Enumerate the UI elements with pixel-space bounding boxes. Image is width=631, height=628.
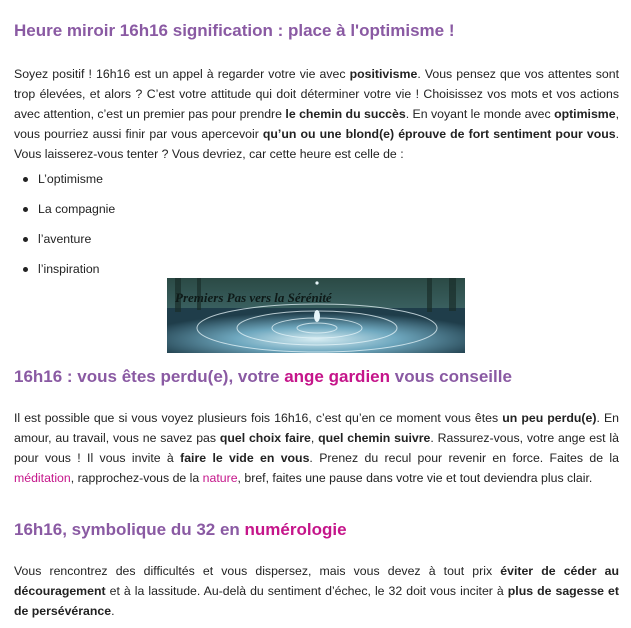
meditation-link[interactable]: méditation (14, 471, 71, 485)
emphasis-text: quel chemin suivre (318, 431, 431, 445)
text-run: Vous rencontrez des difficultés et vous dispersez, mais vous devez à tout prix (14, 564, 501, 578)
text-run: , rapprochez-vous de la (70, 471, 203, 485)
text-run: , bref, faites une pause dans votre vie et tout deviendra plus clair. (237, 471, 593, 485)
text-run: . En voyant le monde avec (405, 107, 555, 121)
text-run: . Vous laisserez-vous tenter ? Vous devriez, car cette heure est celle de : (14, 127, 619, 161)
nature-link[interactable]: nature (202, 471, 238, 485)
text-run: , vous pourriez aussi finir par vous apercevoir (14, 107, 619, 141)
section-title-numerologie (14, 520, 347, 540)
emphasis-text: le chemin du succès (285, 107, 406, 121)
banner-text: Premiers Pas vers la Sérénité (175, 290, 332, 305)
text-run: . (111, 604, 115, 618)
text-run: , (310, 431, 319, 445)
paragraph-ange-gardien (14, 408, 619, 488)
emphasis-text: optimisme (554, 107, 616, 121)
ange-gardien-link[interactable]: ange gardien (284, 367, 391, 386)
list-item: l’aventure (14, 229, 115, 259)
serenity-banner-image[interactable] (167, 278, 465, 353)
emphasis-text: positivisme (349, 67, 418, 81)
title-text: 16h16 : vous êtes perdu(e), votre (14, 367, 285, 386)
text-run: Soyez positif ! 16h16 est un appel à regarder votre vie avec (14, 67, 350, 81)
emphasis-text: quel choix faire (219, 431, 311, 445)
text-run: . Vous pensez que vos attentes sont trop élevées, et alors ? C’est votre attitude qui doit déterminer votre vie ! Choisissez vos mots et vos actions avec attention, c’est un premier pas pour prendre (14, 67, 619, 121)
section-title-optimisme: Heure miroir 16h16 signification : place à l'optimisme ! (14, 21, 455, 40)
title-text: vous conseille (390, 367, 512, 386)
text-run: . Prenez du recul pour revenir en force. Faites de la (309, 451, 619, 465)
emphasis-text: qu’un ou une blond(e) éprouve de fort sentiment pour vous (262, 127, 616, 141)
emphasis-text: plus de sagesse et de persévérance (14, 584, 619, 618)
qualities-list (14, 169, 115, 289)
text-run: Il est possible que si vous voyez plusieurs fois 16h16, c’est qu’en ce moment vous êtes (14, 411, 503, 425)
numerologie-link[interactable]: numérologie (244, 520, 347, 539)
text-run: . Rassurez-vous, votre ange est là pour vous ! Il vous invite à (14, 431, 619, 465)
text-run: . En amour, au travail, vous ne savez pas (14, 411, 619, 445)
text-run: et à la lassitude. Au-delà du sentiment d’échec, le 32 doit vous inciter à (105, 584, 508, 598)
emphasis-text: faire le vide en vous (180, 451, 310, 465)
section-title-ange-gardien (14, 367, 512, 387)
list-item: l’inspiration (14, 259, 115, 289)
emphasis-text: un peu perdu(e) (502, 411, 597, 425)
list-item: L’optimisme (14, 169, 115, 199)
paragraph-numerologie (14, 561, 619, 621)
banner-graphic (167, 278, 465, 353)
paragraph-optimisme (14, 64, 619, 164)
title-text: 16h16, symbolique du 32 en (14, 520, 245, 539)
emphasis-text: éviter de céder au découragement (14, 564, 619, 598)
list-item: La compagnie (14, 199, 115, 229)
